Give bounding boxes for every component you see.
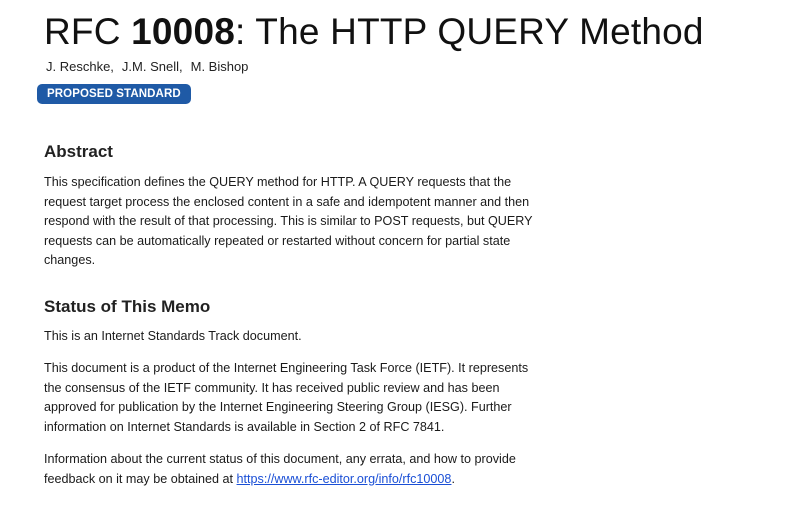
- status-paragraph: This is an Internet Standards Track document.: [44, 328, 302, 343]
- status-line: the consensus of the IETF community. It has received public review and has been: [44, 380, 500, 395]
- status-paragraph: [44, 450, 584, 489]
- author: J.M. Snell,: [121, 59, 183, 74]
- rfc-info-link[interactable]: https://www.rfc-editor.org/info/rfc10008: [236, 471, 452, 486]
- abstract-heading: Abstract: [44, 142, 113, 161]
- abstract-paragraph: [44, 173, 584, 271]
- title-prefix: RFC: [44, 11, 132, 52]
- author-list: [46, 59, 604, 75]
- rfc-document: [44, 0, 704, 489]
- author: M. Bishop: [190, 59, 249, 74]
- status-line-prefix: feedback on it may be obtained at: [44, 471, 237, 486]
- abstract-line: This specification defines the QUERY method for HTTP. A QUERY requests that the: [44, 175, 512, 189]
- status-paragraph: [44, 359, 584, 437]
- status-line: Information about the current status of this document, any errata, and how to provide: [44, 452, 516, 466]
- status-line: information on Internet Standards is available in Section 2 of RFC 7841.: [44, 419, 445, 434]
- title-suffix: : The HTTP QUERY Method: [235, 11, 704, 52]
- author: J. Reschke,: [46, 59, 114, 74]
- status-badge: PROPOSED STANDARD: [37, 84, 191, 104]
- page-title: [44, 0, 704, 53]
- abstract-line: changes.: [44, 253, 96, 267]
- status-memo-heading: Status of This Memo: [44, 296, 211, 316]
- abstract-line: requests can be automatically repeated or restarted without concern for partial state: [44, 233, 511, 248]
- abstract-line: respond with the result of that processing. This is similar to POST requests, but QUERY: [44, 214, 533, 228]
- abstract-line: request target process the enclosed content in a safe and idempotent manner and then: [44, 194, 530, 209]
- status-line: This document is a product of the Internet Engineering Task Force (IETF). It represents: [44, 361, 529, 375]
- rfc-number: 10008: [131, 11, 236, 52]
- status-line-suffix: .: [451, 471, 455, 486]
- status-line: approved for publication by the Internet Engineering Steering Group (IESG). Further: [44, 400, 512, 414]
